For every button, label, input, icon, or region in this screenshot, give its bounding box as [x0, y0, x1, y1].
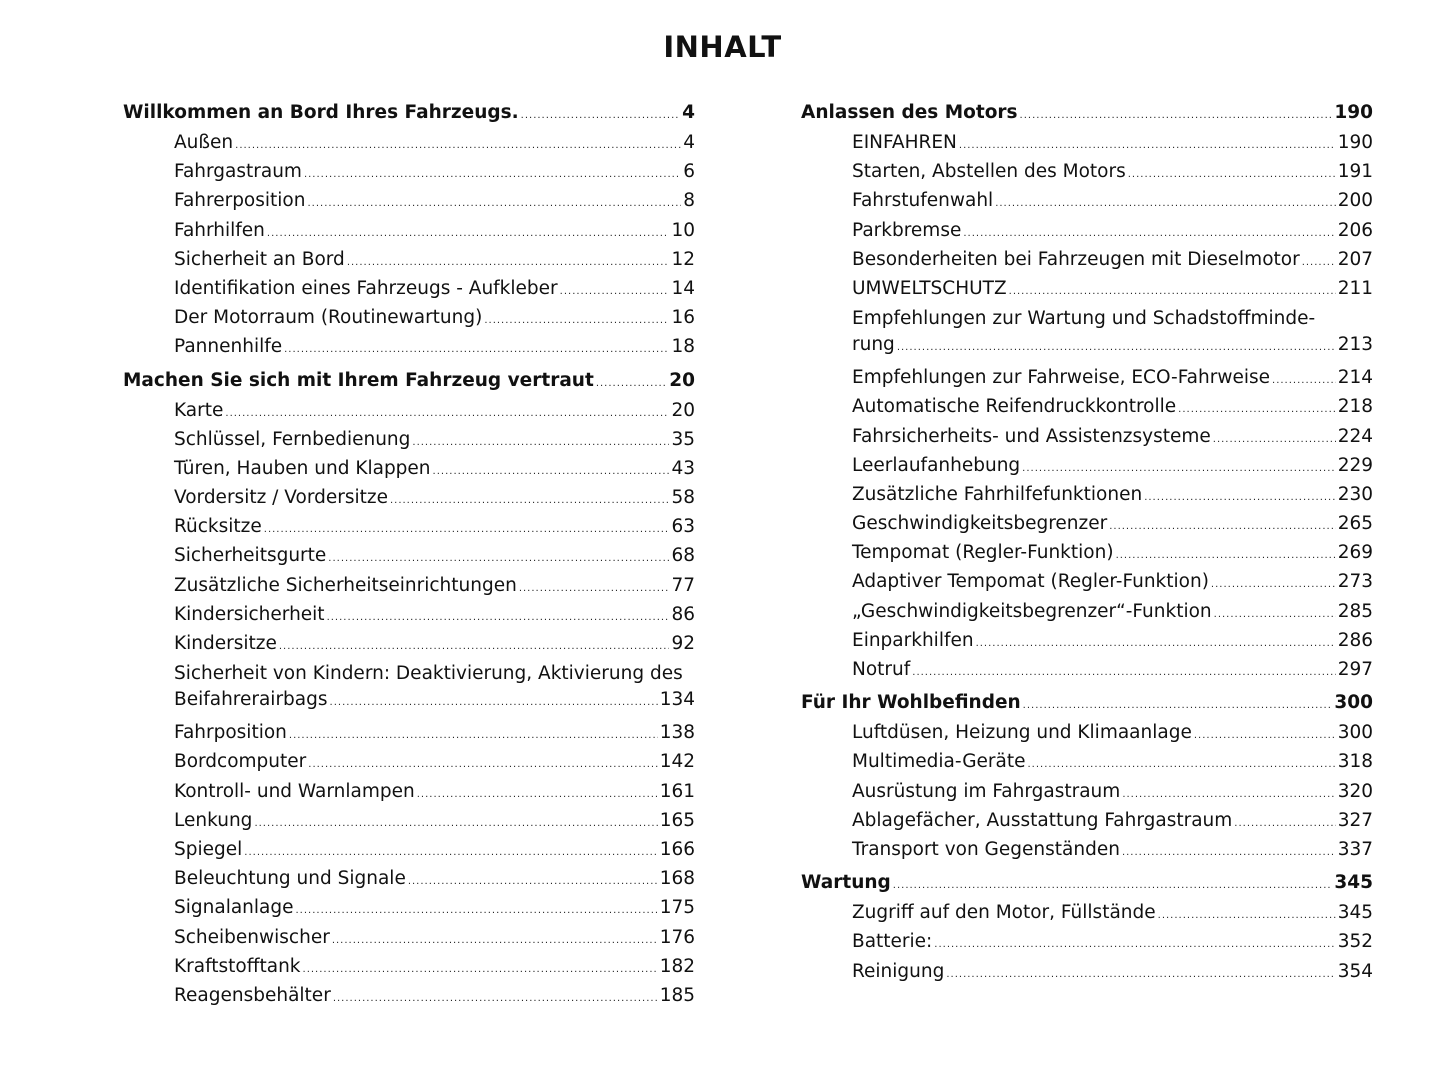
- toc-page-number: 35: [671, 428, 695, 450]
- dot-leader: [596, 369, 667, 398]
- dot-leader: [1023, 691, 1333, 720]
- toc-entry-zugriff-auf-den-motor-fuellstaende[interactable]: [801, 898, 1373, 927]
- toc-page-number: 207: [1337, 248, 1373, 270]
- page-title: INHALT: [663, 30, 782, 64]
- toc-entry-fahrstufenwahl[interactable]: [801, 186, 1373, 215]
- toc-page-number: 175: [659, 897, 695, 919]
- toc-section-anlassen-des-motors[interactable]: [801, 98, 1373, 128]
- dot-leader: [264, 515, 670, 544]
- toc-entry-parkbremse[interactable]: [801, 216, 1373, 245]
- dot-leader: [963, 219, 1335, 248]
- toc-page-number: 200: [1337, 190, 1373, 212]
- toc-page-number: 345: [1334, 872, 1373, 894]
- toc-entry-notruf[interactable]: [801, 655, 1373, 684]
- toc-page-number: 285: [1337, 600, 1373, 622]
- toc-entry-label: Fahrerposition: [174, 190, 306, 212]
- toc-entry-label: Ablagefächer, Ausstattung Fahrgastraum: [852, 809, 1233, 831]
- toc-entry-label: Türen, Hauben und Klappen: [174, 457, 431, 479]
- toc-entry-label: Lenkung: [174, 809, 253, 831]
- dot-leader: [995, 189, 1336, 218]
- dot-leader: [1144, 483, 1336, 512]
- toc-entry-label: Fahrsicherheits- und Assistenzsysteme: [852, 425, 1211, 447]
- dot-leader: [484, 306, 669, 335]
- dot-leader: [279, 632, 670, 661]
- toc-entry-tempomat-regler-funktion[interactable]: [801, 538, 1373, 567]
- toc-entry-automatische-reifendruckkontrolle[interactable]: [801, 392, 1373, 421]
- toc-page-number: 92: [671, 633, 695, 654]
- toc-entry-label: Sicherheitsgurte: [174, 545, 327, 567]
- toc-section-willkommen-an-bord-ihres-fahrzeugs[interactable]: [123, 98, 695, 128]
- dot-leader: [934, 930, 1335, 959]
- toc-page-number: 138: [659, 722, 695, 744]
- toc-entry-label: Fahrhilfen: [174, 219, 265, 241]
- toc-page-number: 286: [1337, 629, 1373, 651]
- toc-entry-label: Sicherheit an Bord: [174, 248, 345, 270]
- toc-entry-label: Zusätzliche Sicherheitseinrichtungen: [174, 574, 517, 596]
- toc-entry-label-line1: Empfehlungen zur Wartung und Schadstoffminde-: [852, 308, 1316, 330]
- toc-entry-label: Parkbremse: [852, 219, 962, 241]
- toc-page-number: 354: [1337, 960, 1373, 982]
- toc-page-number: 20: [669, 369, 695, 391]
- toc-entry-label: Transport von Gegenständen: [852, 838, 1120, 860]
- toc-entry-batterie[interactable]: [801, 927, 1373, 956]
- toc-page-number: 8: [683, 190, 695, 212]
- toc-entry-bordcomputer[interactable]: [123, 747, 695, 776]
- dot-leader: [289, 721, 658, 750]
- dot-leader: [433, 457, 670, 486]
- dot-leader: [1272, 366, 1336, 395]
- toc-entry-label: Ausrüstung im Fahrgastraum: [852, 780, 1121, 802]
- toc-entry-label: Beleuchtung und Signale: [174, 868, 406, 890]
- toc-page-number: 185: [659, 984, 695, 1006]
- toc-entry-label: Pannenhilfe: [174, 336, 283, 358]
- toc-page-number: 176: [659, 926, 695, 948]
- toc-entry-label: Rücksitze: [174, 516, 262, 538]
- toc-page-number: 300: [1337, 722, 1373, 744]
- toc-entry-besonderheiten-bei-fahrzeugen-mit-diesel[interactable]: [801, 245, 1373, 274]
- toc-entry-sicherheit-von-kindern-deaktivierung-akt[interactable]: [123, 658, 695, 718]
- toc-entry-label-line1: Sicherheit von Kindern: Deaktivierung, Aktivierung des: [174, 663, 683, 685]
- toc-entry-label: Besonderheiten bei Fahrzeugen mit Dieselmotor: [852, 248, 1300, 270]
- toc-page-number: 6: [683, 161, 695, 183]
- toc-entry-label: Multimedia-Geräte: [852, 751, 1026, 773]
- toc-entry-scheibenwischer[interactable]: [123, 923, 695, 952]
- toc-entry-schluessel-fernbedienung[interactable]: [123, 425, 695, 454]
- toc-page-number: 63: [671, 516, 695, 538]
- toc-entry-label: Kindersicherheit: [174, 603, 325, 625]
- toc-entry-einfahren[interactable]: [801, 128, 1373, 157]
- toc-page-number: 265: [1337, 513, 1373, 535]
- dot-leader: [304, 160, 681, 189]
- toc-page-number: 134: [659, 689, 695, 711]
- dot-leader: [1158, 901, 1336, 930]
- toc-section-fuer-ihr-wohlbefinden[interactable]: [801, 688, 1373, 718]
- toc-page-number: 12: [671, 248, 695, 270]
- toc-page-number: 10: [671, 219, 695, 241]
- toc-entry-vordersitz-vordersitze[interactable]: [123, 483, 695, 512]
- dot-leader: [1178, 395, 1336, 424]
- toc-entry-label-line2: Beifahrerairbags: [174, 689, 328, 711]
- dot-leader: [959, 131, 1336, 160]
- toc-entry-der-motorraum-routinewartung[interactable]: [123, 303, 695, 332]
- dot-leader: [1109, 512, 1335, 541]
- toc-page-number: 327: [1337, 809, 1373, 831]
- toc-entry-label: „Geschwindigkeitsbegrenzer“-Funktion: [852, 600, 1212, 622]
- toc-page-number: 68: [671, 545, 695, 567]
- toc-entry-kindersicherheit[interactable]: [123, 600, 695, 629]
- dot-leader: [912, 658, 1335, 687]
- toc-entry-beleuchtung-und-signale[interactable]: [123, 864, 695, 893]
- toc-entry-label: Scheibenwischer: [174, 926, 330, 948]
- toc-page-number: 318: [1337, 751, 1373, 773]
- toc-page-number: 213: [1337, 334, 1373, 356]
- toc-page-number: 190: [1334, 102, 1373, 123]
- toc-entry-umweltschutz[interactable]: [801, 274, 1373, 303]
- dot-leader: [308, 750, 657, 779]
- toc-page-number: 20: [671, 399, 695, 421]
- toc-page-number: 43: [671, 457, 695, 479]
- toc-entry-tueren-hauben-und-klappen[interactable]: [123, 454, 695, 483]
- toc-entry-fahrhilfen[interactable]: [123, 216, 695, 245]
- toc-entry-kindersitze[interactable]: [123, 629, 695, 658]
- toc-entry-pannenhilfe[interactable]: [123, 332, 695, 361]
- dot-leader: [1214, 600, 1336, 629]
- toc-entry-label: Batterie:: [852, 931, 933, 953]
- toc-entry-label: Bordcomputer: [174, 751, 307, 773]
- dot-leader: [1128, 160, 1336, 189]
- toc-page-number: 86: [671, 603, 695, 625]
- dot-leader: [417, 780, 658, 809]
- dot-leader: [1116, 541, 1336, 570]
- dot-leader: [267, 219, 670, 248]
- toc-page-number: 161: [659, 780, 695, 802]
- dot-leader: [225, 399, 669, 428]
- toc-page-number: 168: [659, 868, 695, 890]
- toc-entry-label-line2: rung: [852, 334, 895, 356]
- toc-entry-fahrerposition[interactable]: [123, 186, 695, 215]
- dot-leader: [1213, 425, 1336, 454]
- toc-entry-adaptiver-tempomat-regler-funktion[interactable]: [801, 567, 1373, 596]
- toc-page-number: 182: [659, 955, 695, 977]
- dot-leader: [328, 544, 669, 573]
- toc-entry-label: Reagensbehälter: [174, 984, 331, 1006]
- dot-leader: [1022, 454, 1336, 483]
- toc-page-number: 191: [1337, 161, 1373, 183]
- dot-leader: [893, 871, 1333, 900]
- toc-entry-line2: [852, 332, 1373, 362]
- toc-entry-signalanlage[interactable]: [123, 893, 695, 922]
- toc-page-number: 218: [1337, 396, 1373, 418]
- toc-entry-label: Reinigung: [852, 960, 945, 982]
- toc-entry-line2: [174, 687, 695, 717]
- toc-page-number: 214: [1337, 367, 1373, 389]
- toc-entry-sicherheitsgurte[interactable]: [123, 541, 695, 570]
- toc-page-number: 269: [1337, 542, 1373, 564]
- toc-section-machen-sie-sich-mit-ihrem-fahrzeug-vertr[interactable]: [123, 366, 695, 396]
- toc-entry-identifikation-eines-fahrzeugs-aufkleber[interactable]: [123, 274, 695, 303]
- toc-page-number: 211: [1337, 277, 1373, 299]
- dot-leader: [244, 838, 657, 867]
- toc-entry-label: Signalanlage: [174, 897, 294, 919]
- toc-entry-label: EINFAHREN: [852, 132, 957, 153]
- dot-leader: [560, 277, 670, 306]
- dot-leader: [327, 603, 670, 632]
- toc-entry-starten-abstellen-des-motors[interactable]: [801, 157, 1373, 186]
- toc-entry-label: Vordersitz / Vordersitze: [174, 487, 388, 509]
- dot-leader: [946, 960, 1335, 989]
- toc-entry-label: UMWELTSCHUTZ: [852, 277, 1007, 299]
- toc-entry-fahrposition[interactable]: [123, 718, 695, 747]
- toc-page-number: 166: [659, 838, 695, 860]
- toc-entry-aussen[interactable]: [123, 128, 695, 157]
- toc-entry-lenkung[interactable]: [123, 806, 695, 835]
- toc-entry-label: Geschwindigkeitsbegrenzer: [852, 513, 1108, 535]
- toc-entry-label: Kindersitze: [174, 633, 277, 654]
- toc-page-number: 18: [671, 336, 695, 358]
- toc-entry-geschwindigkeitsbegrenzer-funktion[interactable]: [801, 597, 1373, 626]
- toc-entry-label: Spiegel: [174, 838, 243, 860]
- dot-leader: [333, 984, 658, 1013]
- toc-page-number: 300: [1334, 692, 1373, 714]
- dot-leader: [303, 955, 658, 984]
- dot-leader: [897, 333, 1336, 362]
- toc-page-number: 58: [671, 487, 695, 509]
- toc-right-column: [801, 98, 1373, 986]
- toc-entry-geschwindigkeitsbegrenzer[interactable]: [801, 509, 1373, 538]
- toc-page-number: 345: [1337, 902, 1373, 924]
- toc-section-label: Willkommen an Bord Ihres Fahrzeugs.: [123, 102, 519, 123]
- dot-leader: [307, 189, 681, 218]
- toc-entry-fahrsicherheits-und-assistenzsysteme[interactable]: [801, 422, 1373, 451]
- dot-leader: [1211, 570, 1336, 599]
- toc-page-number: 14: [671, 277, 695, 299]
- toc-entry-empfehlungen-zur-wartung-und-schadstoffm[interactable]: [801, 303, 1373, 363]
- dot-leader: [284, 335, 669, 364]
- dot-leader: [1122, 838, 1336, 867]
- toc-entry-label: Fahrgastraum: [174, 161, 302, 183]
- toc-entry-label: Fahrstufenwahl: [852, 190, 994, 212]
- toc-entry-label: Luftdüsen, Heizung und Klimaanlage: [852, 722, 1192, 744]
- dot-leader: [1302, 248, 1336, 277]
- dot-leader: [1194, 721, 1336, 750]
- toc-page-number: 77: [671, 574, 695, 596]
- toc-entry-leerlaufanhebung[interactable]: [801, 451, 1373, 480]
- dot-leader: [332, 926, 658, 955]
- toc-section-wartung[interactable]: [801, 868, 1373, 898]
- toc-page-number: 320: [1337, 780, 1373, 802]
- toc-entry-zusaetzliche-fahrhilfefunktionen[interactable]: [801, 480, 1373, 509]
- toc-page-number: 224: [1337, 425, 1373, 447]
- toc-section-label: Machen Sie sich mit Ihrem Fahrzeug vertraut: [123, 369, 594, 391]
- toc-page-number: 4: [682, 102, 695, 123]
- toc-entry-ruecksitze[interactable]: [123, 512, 695, 541]
- dot-leader: [408, 867, 658, 896]
- toc-entry-karte[interactable]: [123, 396, 695, 425]
- toc-entry-label: Notruf: [852, 659, 911, 680]
- dot-leader: [519, 574, 670, 603]
- dot-leader: [235, 131, 681, 160]
- toc-page-number: 165: [659, 809, 695, 831]
- dot-leader: [296, 896, 658, 925]
- dot-leader: [254, 809, 657, 838]
- toc-entry-label: Tempomat (Regler-Funktion): [852, 542, 1114, 564]
- toc-entry-transport-von-gegenstaenden[interactable]: [801, 835, 1373, 864]
- dot-leader: [347, 248, 670, 277]
- toc-left-column: [123, 98, 695, 1010]
- toc-page-number: 229: [1337, 454, 1373, 476]
- toc-entry-fahrgastraum[interactable]: [123, 157, 695, 186]
- toc-entry-empfehlungen-zur-fahrweise-eco-fahrweise[interactable]: [801, 363, 1373, 392]
- toc-entry-label: Adaptiver Tempomat (Regler-Funktion): [852, 571, 1209, 593]
- toc-entry-label: Automatische Reifendruckkontrolle: [852, 396, 1177, 418]
- toc-section-label: Für Ihr Wohlbefinden: [801, 692, 1021, 714]
- toc-entry-label: Identifikation eines Fahrzeugs - Aufkleber: [174, 277, 558, 299]
- toc-page-number: 297: [1337, 659, 1373, 680]
- toc-entry-kontroll-und-warnlampen[interactable]: [123, 777, 695, 806]
- toc-page-number: 337: [1337, 838, 1373, 860]
- toc-entry-einparkhilfen[interactable]: [801, 626, 1373, 655]
- toc-entry-label: Schlüssel, Fernbedienung: [174, 428, 411, 450]
- toc-entry-reinigung[interactable]: [801, 957, 1373, 986]
- dot-leader: [330, 688, 658, 717]
- toc-page-number: 352: [1337, 931, 1373, 953]
- toc-entry-multimedia-geraete[interactable]: [801, 747, 1373, 776]
- toc-entry-kraftstofftank[interactable]: [123, 952, 695, 981]
- toc-entry-label: Einparkhilfen: [852, 629, 974, 651]
- toc-section-label: Anlassen des Motors: [801, 102, 1018, 123]
- toc-entry-spiegel[interactable]: [123, 835, 695, 864]
- toc-entry-label: Zusätzliche Fahrhilfefunktionen: [852, 483, 1143, 505]
- dot-leader: [976, 629, 1336, 658]
- dot-leader: [1028, 750, 1336, 779]
- toc-entry-luftduesen-heizung-und-klimaanlage[interactable]: [801, 718, 1373, 747]
- toc-entry-label: Kraftstofftank: [174, 955, 301, 977]
- dot-leader: [1234, 809, 1335, 838]
- toc-entry-label: Zugriff auf den Motor, Füllstände: [852, 902, 1156, 924]
- toc-entry-reagensbehaelter[interactable]: [123, 981, 695, 1010]
- toc-entry-label: Kontroll- und Warnlampen: [174, 780, 415, 802]
- toc-entry-ausruestung-im-fahrgastraum[interactable]: [801, 777, 1373, 806]
- toc-page-number: 273: [1337, 571, 1373, 593]
- toc-page-number: 142: [659, 751, 695, 773]
- toc-entry-label: Empfehlungen zur Fahrweise, ECO-Fahrweise: [852, 367, 1271, 389]
- toc-entry-label: Der Motorraum (Routinewartung): [174, 307, 483, 329]
- dot-leader: [521, 101, 680, 130]
- dot-leader: [412, 428, 669, 457]
- toc-entry-label: Karte: [174, 399, 224, 421]
- dot-leader: [390, 486, 669, 515]
- dot-leader: [1009, 277, 1336, 306]
- toc-page-number: 190: [1337, 132, 1373, 153]
- toc-entry-label: Leerlaufanhebung: [852, 454, 1021, 476]
- toc-page-number: 4: [683, 132, 695, 153]
- dot-leader: [1122, 780, 1335, 809]
- toc-page-number: 230: [1337, 483, 1373, 505]
- dot-leader: [1020, 101, 1333, 130]
- toc-entry-sicherheit-an-bord[interactable]: [123, 245, 695, 274]
- toc-entry-label: Starten, Abstellen des Motors: [852, 161, 1126, 183]
- toc-page-number: 16: [671, 307, 695, 329]
- toc-entry-label: Fahrposition: [174, 722, 287, 744]
- toc-entry-ablagefaecher-ausstattung-fahrgastraum[interactable]: [801, 806, 1373, 835]
- toc-entry-label: Außen: [174, 132, 234, 153]
- toc-entry-zusaetzliche-sicherheitseinrichtungen[interactable]: [123, 571, 695, 600]
- toc-page-number: 206: [1337, 219, 1373, 241]
- toc-section-label: Wartung: [801, 872, 891, 894]
